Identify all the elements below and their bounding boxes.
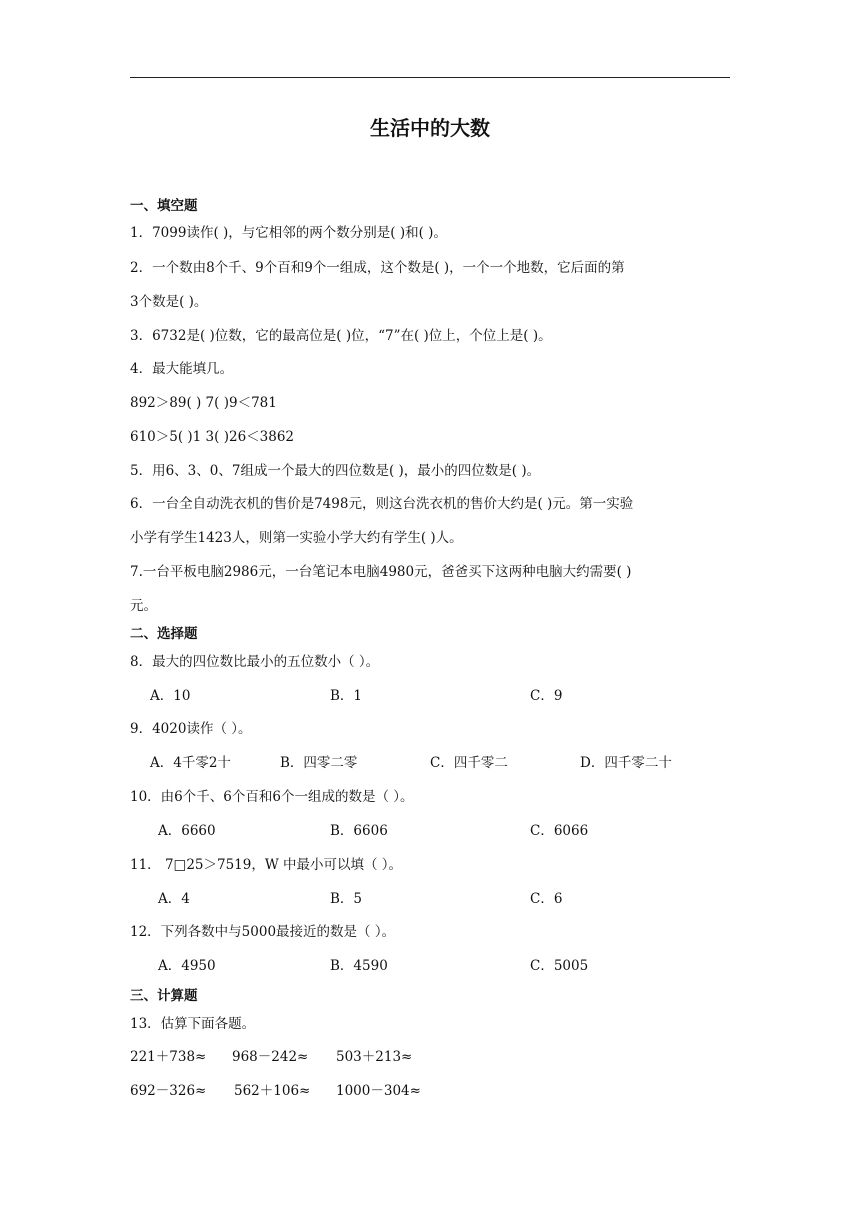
question-12: 12．下列各数中与5000最接近的数是（ ）。 (130, 924, 396, 940)
question-7-line2: 元。 (130, 598, 157, 614)
estimate-item: 503＋213≈ (336, 1049, 413, 1065)
estimate-item: 221＋738≈ (130, 1049, 207, 1065)
question-2-line2: 3个数是( )。 (130, 294, 208, 310)
q11-option-b: B．5 (330, 891, 363, 907)
estimate-item: 562＋106≈ (234, 1083, 311, 1099)
q9-option-c: C．四千零二 (430, 755, 508, 771)
q11-option-c: C．6 (530, 891, 563, 907)
q9-option-d: D．四千零二十 (580, 755, 672, 771)
question-4-row1: 892＞89( ) 7( )9＜781 (130, 395, 277, 411)
question-6-line2: 小学有学生1423人，则第一实验小学大约有学生( )人。 (130, 530, 463, 546)
question-8: 8．最大的四位数比最小的五位数小（ ）。 (130, 654, 380, 670)
question-9: 9．4020读作（ ）。 (130, 721, 252, 737)
section-calculation: 三、计算题 (130, 988, 198, 1004)
q10-option-a: A．6660 (158, 823, 216, 839)
q10-option-c: C．6066 (530, 823, 589, 839)
q9-option-a: A．4千零2十 (150, 755, 231, 771)
q8-option-a: A．10 (150, 688, 191, 704)
question-13: 13．估算下面各题。 (130, 1016, 256, 1032)
question-7-line1: 7.一台平板电脑2986元，一台笔记本电脑4980元，爸爸买下这两种电脑大约需要( ) (130, 564, 632, 580)
q11-option-a: A．4 (158, 891, 190, 907)
question-4-row2: 610＞5( )1 3( )26＜3862 (130, 429, 295, 445)
question-3: 3．6732是( )位数，它的最高位是( )位，“7”在( )位上，个位上是( )。 (130, 328, 552, 344)
q12-option-a: A．4950 (158, 958, 216, 974)
q12-option-b: B．4590 (330, 958, 388, 974)
estimate-item: 968－242≈ (232, 1049, 309, 1065)
section-fill-in: 一、填空题 (130, 198, 198, 214)
question-11: 11． 7□25＞7519，W 中最小可以填（ ）。 (130, 857, 403, 873)
question-2-line1: 2．一个数由8个千、9个百和9个一组成，这个数是( )，一个一个地数，它后面的第 (130, 260, 625, 276)
section-choice: 二、选择题 (130, 626, 198, 642)
q8-option-b: B．1 (330, 688, 363, 704)
q9-option-b: B．四零二零 (280, 755, 358, 771)
q12-option-c: C．5005 (530, 958, 589, 974)
question-6-line1: 6．一台全自动洗衣机的售价是7498元，则这台洗衣机的售价大约是( )元。第一实验 (130, 496, 634, 512)
q8-option-c: C．9 (530, 688, 563, 704)
estimate-item: 692－326≈ (130, 1083, 207, 1099)
q10-option-b: B．6606 (330, 823, 388, 839)
question-4: 4．最大能填几。 (130, 361, 234, 377)
question-5: 5．用6、3、0、7组成一个最大的四位数是( )，最小的四位数是( )。 (130, 463, 541, 479)
estimate-item: 1000－304≈ (336, 1083, 421, 1099)
page-title: 生活中的大数 (370, 116, 490, 140)
question-1: 1．7099读作( )，与它相邻的两个数分别是( )和( )。 (130, 225, 447, 241)
header-rule (130, 77, 730, 78)
question-10: 10．由6个千、6个百和6个一组成的数是（ ）。 (130, 789, 414, 805)
